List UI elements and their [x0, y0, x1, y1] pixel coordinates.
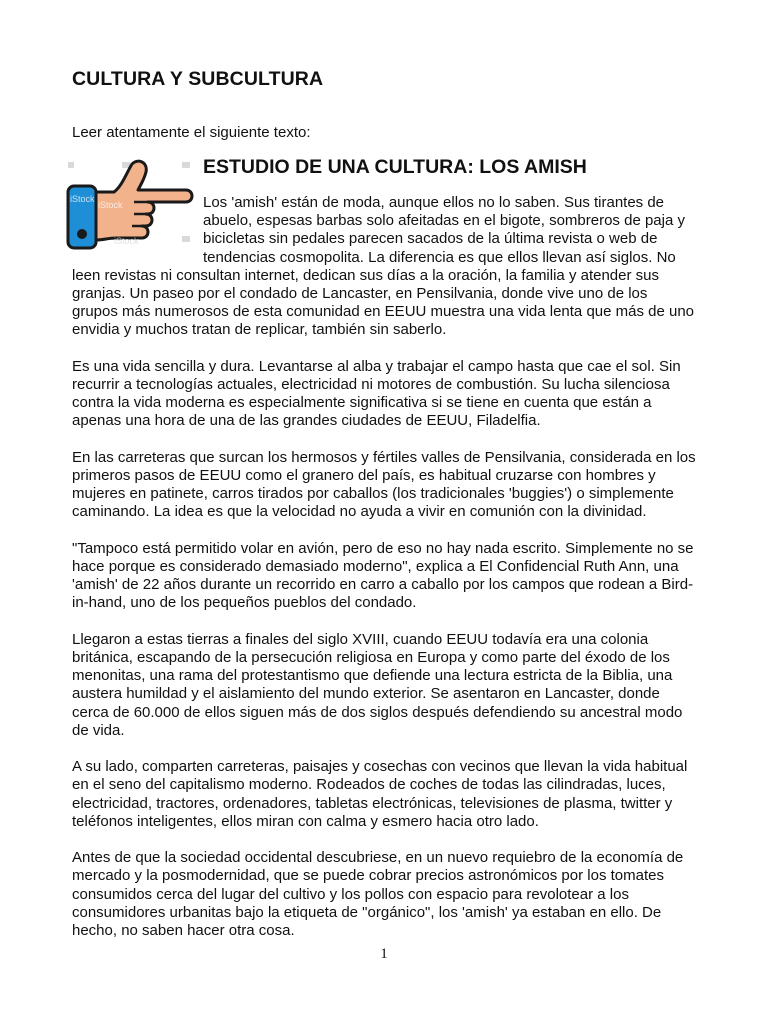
watermark-text: iStock — [70, 194, 95, 204]
page-number: 1 — [380, 946, 388, 962]
image-wrap-spacer — [72, 194, 203, 266]
paragraph: A su lado, comparten carreteras, paisajes y cosechas con vecinos que llevan la vida habitual en el seno del capitalismo moderno. Rodeados de coches de todas las cilindradas, luces, electricidad, tractores, ordenadores, tabletas electrónicas, televisiones de plasma, twitter y teléfonos inteligentes, ellos miran con calma y esmero hacia otro lado. — [72, 758, 688, 830]
intro-text: Leer atentamente el siguiente texto: — [72, 124, 311, 141]
section-title: ESTUDIO DE UNA CULTURA: LOS AMISH — [203, 156, 587, 178]
paragraph: En las carreteras que surcan los hermosos y fértiles valles de Pensilvania, considerada en los primeros pasos de EEUU como el granero del país, es habitual cruzarse con hombres y mujeres en patinete, carros tirados por caballos (los tradicionales 'buggies') o simplemente caminando. La idea es que la velocidad no ayuda a vivir en comunión con la divinidad. — [72, 448, 696, 521]
paragraph: "Tampoco está permitido volar en avión, pero de eso no hay nada escrito. Simplemente no se hace porque es considerado demasiado moderno", explica a El Confidencial Ruth Ann, una 'amish' de 22 años durante un recorrido en carro a caballo por los campos que rodean a Bird-in-hand, uno de los pequeños pueblos del condado. — [72, 539, 694, 612]
watermark-text: iStock — [114, 236, 139, 246]
article-body — [72, 194, 696, 958]
paragraph: Es una vida sencilla y dura. Levantarse al alba y trabajar el campo hasta que cae el sol. Sin recurrir a tecnologías actuales, electricidad ni motores de combustión. Su lucha silenciosa contra la vida moderna es especialmente significativa si se tiene en cuenta que están a apenas una hora de una de las grandes ciudades de EEUU, Filadelfia. — [72, 357, 681, 430]
watermark-text: iStock — [98, 200, 123, 210]
paragraph: Antes de que la sociedad occidental descubriese, en un nuevo requiebro de la economía de mercado y la posmodernidad, que se puede cobrar precios astronómicos por los tomates consumidos cerca del lugar del cultivo y los pollos con espacio para revolotear a los consumidores urbanitas bajo la etiqueta de "orgánico", los 'amish' ya estaban en ello. De hecho, no saben hacer otra cosa. — [72, 849, 684, 940]
paragraph: Llegaron a estas tierras a finales del siglo XVIII, cuando EEUU todavía era una colonia británica, escapando de la persecución religiosa en Europa y como parte del éxodo de los menonitas, una rama del protestantismo que defiende una lectura estricta de la Biblia, una austera humildad y el aislamiento del mundo exterior. Se asentaron en Lancaster, donde cerca de 60.000 de ellos siguen más de dos siglos después defendiendo su ancestral modo de vida. — [72, 630, 683, 739]
document-title: CULTURA Y SUBCULTURA — [72, 68, 324, 90]
paragraph: Los 'amish' están de moda, aunque ellos no lo saben. Sus tirantes de abuelo, espesas barbas solo afeitadas en el bigote, sombreros de paja y bicicletas sin pedales parecen sacados de la última revista o web de tendencias cosmopolita. La diferencia es que ellos llevan así siglos. No leen revistas ni consultan internet, dedican sus días a la oración, la familia y atender sus granjas. Un paseo por el condado de Lancaster, en Pensilvania, donde vive uno de los grupos más numerosos de esta comunidad en EEUU muestra una vida lenta que más de uno envidia y muchos tratan de replicar, también sin saberlo. — [72, 194, 695, 339]
